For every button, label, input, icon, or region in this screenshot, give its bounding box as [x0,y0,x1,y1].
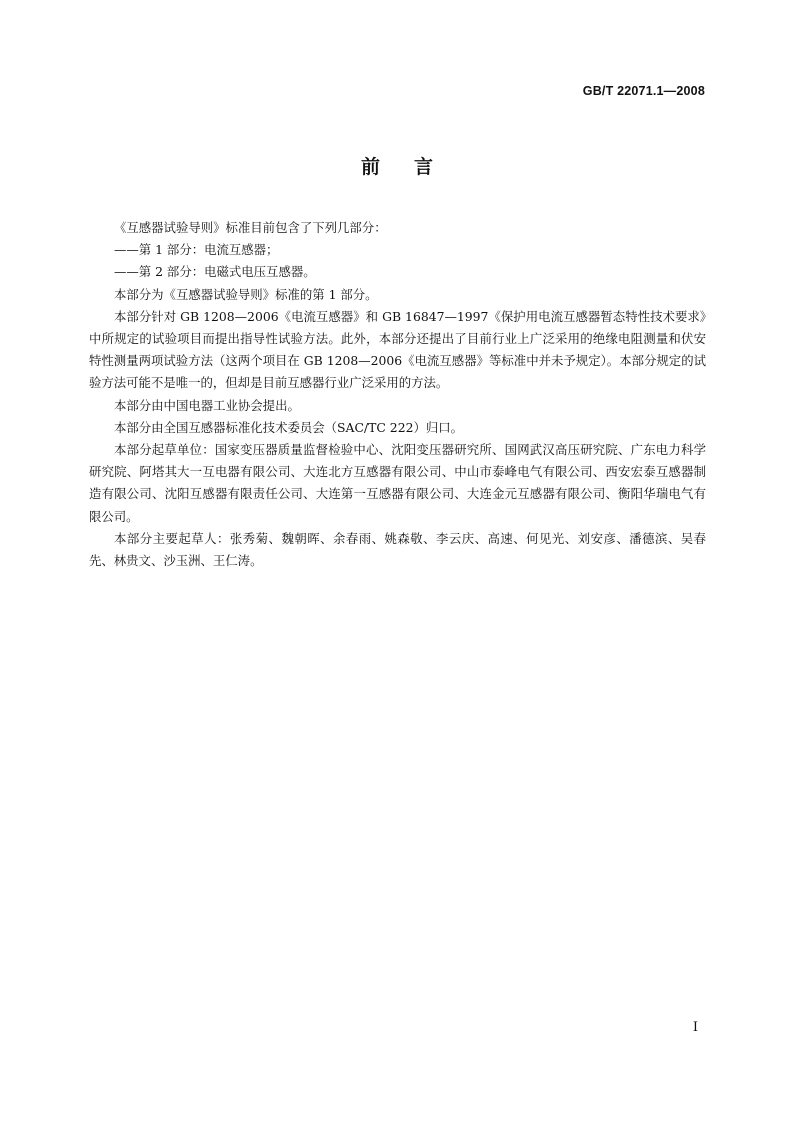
list-item-part-1: ——第 1 部分：电流互感器； [114,242,279,258]
document-body [89,217,706,572]
paragraph-basis: 本部分针对 GB 1208—2006《电流互感器》和 GB 16847—1997《保护用电流互感器暂态特性技术要求》中所规定的试验项目而提出指导性试验方法。此外，本部分还提出了目前行业上广泛采用的绝缘电阻测量和伏安特性测量两项试验方法（这两个项目在 GB 1208—2006《电流互感器》等标准中并未予规定）。本部分规定的试验方法可能不是唯一的，但却是目前互感器行业广泛采用的方法。 [89,308,706,391]
standard-code: GB/T 22071.1—2008 [582,84,705,98]
paragraph-intro: 《互感器试验导则》标准目前包含了下列几部分： [114,220,387,235]
page-number: I [692,1020,698,1035]
list-item-part-2: ——第 2 部分：电磁式电压互感器。 [114,264,316,280]
paragraph-scope: 本部分为《互感器试验导则》标准的第 1 部分。 [114,286,378,302]
paragraph-committee: 本部分由全国互感器标准化技术委员会（SAC/TC 222）归口。 [114,419,464,435]
paragraph-drafters: 本部分主要起草人：张秀菊、魏朝晖、余春雨、姚森敬、李云庆、高速、何见光、刘安彦、潘德滨、吴春先、林贵文、沙玉洲、王仁涛。 [89,530,706,569]
paragraph-drafting-units: 本部分起草单位：国家变压器质量监督检验中心、沈阳变压器研究所、国网武汉高压研究院、广东电力科学研究院、阿塔其大一互电器有限公司、大连北方互感器有限公司、中山市泰峰电气有限公司、西安宏泰互感器制造有限公司、沈阳互感器有限责任公司、大连第一互感器有限公司、大连金元互感器有限公司、衡阳华瑞电气有限公司。 [89,442,706,524]
page-title: 前言 [360,156,467,178]
paragraph-proposer: 本部分由中国电器工业协会提出。 [114,397,300,413]
